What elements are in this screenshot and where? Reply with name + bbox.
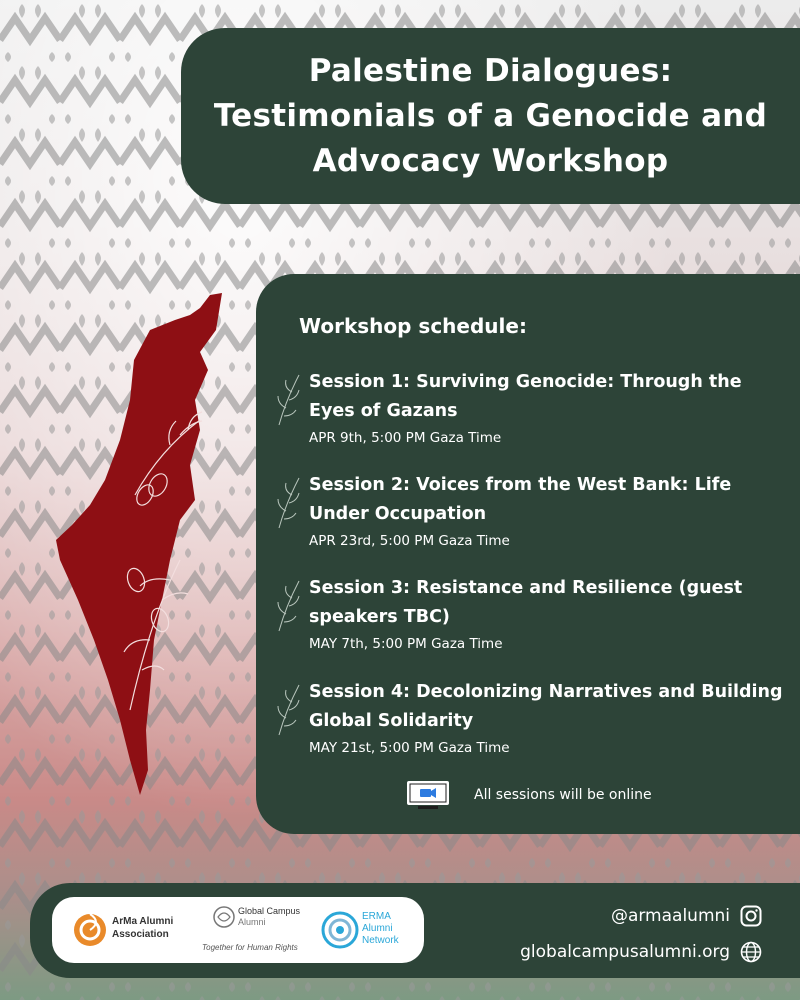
title-panel — [181, 28, 800, 204]
session-title: Session 2: Voices from the West Bank: Life Under Occupation — [309, 475, 732, 524]
schedule-panel — [256, 274, 800, 834]
session-date: MAY 21st, 5:00 PM Gaza Time — [309, 740, 510, 756]
olive-sprig-icon — [274, 576, 304, 636]
olive-sprig-icon — [274, 680, 304, 740]
instagram-handle[interactable]: @armaalumni — [610, 906, 730, 926]
olive-sprig-icon — [274, 370, 304, 430]
session-title: Session 3: Resistance and Resilience (guest speakers TBC) — [309, 578, 743, 627]
arma-name-line1: ArMa Alumni — [112, 916, 174, 927]
session-date: APR 23rd, 5:00 PM Gaza Time — [309, 533, 510, 549]
instagram-link[interactable] — [520, 901, 762, 931]
session-date: MAY 7th, 5:00 PM Gaza Time — [309, 636, 503, 652]
erma-name-line2: Alumni — [362, 923, 393, 934]
website-link[interactable] — [520, 937, 762, 967]
palestine-map — [50, 290, 240, 810]
schedule-heading: Workshop schedule: — [299, 314, 527, 338]
arma-logo-icon — [72, 912, 108, 948]
video-call-icon — [406, 780, 450, 810]
instagram-icon[interactable] — [740, 905, 762, 927]
gca-name-line1: Global Campus — [238, 906, 301, 916]
partner-logos — [52, 897, 424, 963]
online-note — [406, 780, 652, 810]
erma-name-line1: ERMA — [362, 911, 391, 922]
website-url[interactable]: globalcampusalumni.org — [520, 942, 730, 962]
gca-tagline: Together for Human Rights — [202, 943, 298, 952]
session-title: Session 1: Surviving Genocide: Through the Eyes of Gazans — [309, 372, 742, 421]
arma-logo-text — [112, 915, 173, 941]
page-title: Palestine Dialogues: Testimonials of a Genocide and Advocacy Workshop — [213, 52, 768, 179]
footer-bar — [30, 883, 800, 978]
session-date: APR 9th, 5:00 PM Gaza Time — [309, 430, 502, 446]
globe-icon[interactable] — [740, 941, 762, 963]
olive-sprig-icon — [274, 473, 304, 533]
social-links — [520, 901, 762, 967]
global-campus-logo-icon — [212, 905, 236, 929]
global-campus-logo-text — [238, 906, 300, 928]
erma-logo-icon — [320, 910, 360, 950]
gca-name-line2: Alumni — [238, 917, 266, 927]
erma-logo-text — [362, 911, 399, 947]
session-title: Session 4: Decolonizing Narratives and Building Global Solidarity — [309, 682, 783, 731]
online-note-text: All sessions will be online — [474, 787, 652, 803]
arma-name-line2: Association — [112, 929, 169, 940]
erma-name-line3: Network — [362, 935, 399, 946]
